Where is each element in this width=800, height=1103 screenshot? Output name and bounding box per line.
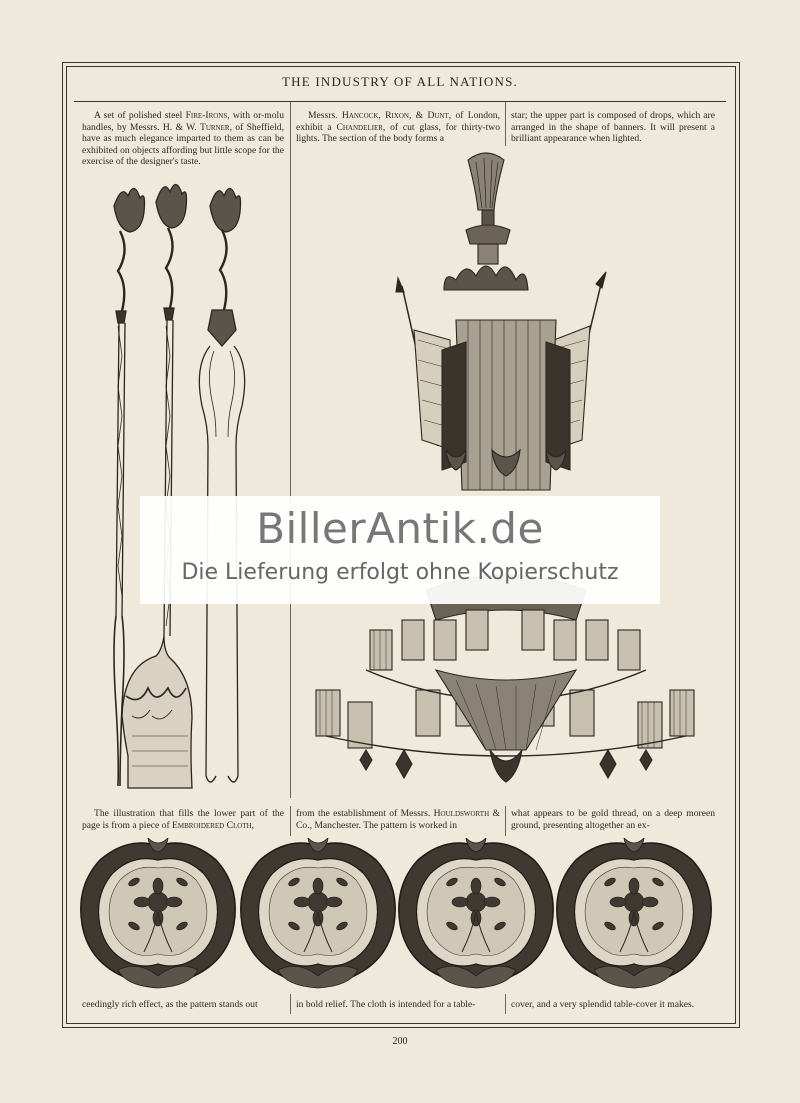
embroidered-cloth-paragraph-continued: from the establishment of Messrs. Houldsworth & Co., Manchester. The pattern is worked in: [296, 808, 500, 831]
page-header: THE INDUSTRY OF ALL NATIONS.: [282, 74, 518, 89]
chandelier-paragraph: Messrs. Hancock, Rixon, & Dunt, of London, exhibit a Chandelier, of cut glass, for thirty-two lights. The section of the body forms a: [296, 110, 501, 145]
fire-irons-illustration: [96, 176, 282, 796]
cloth-paragraph-line-2: in bold relief. The cloth is intended for a table-: [296, 999, 476, 1010]
embroidered-cloth-paragraph: The illustration that fills the lower part of the page is from a piece of Embroidered Cloth,: [82, 808, 284, 831]
column-divider-left-top: [290, 102, 291, 798]
header-rule: [74, 101, 726, 102]
column-divider-right-middle: [505, 806, 506, 836]
column-divider-right-top: [505, 102, 506, 146]
fire-irons-paragraph: A set of polished steel Fire-Irons, with or-molu handles, by Messrs. H. & W. Turner, of Sheffield, have as much elegance imparted to them as can be exhibited on objects affording but little scope for the exercise of the designer's taste.: [82, 110, 284, 168]
embroidered-cloth-illustration: [78, 838, 722, 994]
cloth-paragraph-line-1: ceedingly rich effect, as the pattern stands out: [82, 999, 258, 1010]
column-divider-right-bottom: [505, 994, 506, 1014]
cloth-paragraph-line-3: cover, and a very splendid table-cover it makes.: [511, 999, 695, 1010]
page-number: 200: [392, 1036, 408, 1047]
column-divider-left-middle: [290, 806, 291, 836]
embroidered-cloth-paragraph-end: what appears to be gold thread, on a deep moreen ground, presenting altogether an ex-: [511, 808, 715, 831]
watermark-subtitle: Die Lieferung erfolgt ohne Kopierschutz: [181, 560, 619, 585]
watermark-banner: [140, 496, 660, 604]
column-divider-left-bottom: [290, 994, 291, 1014]
chandelier-paragraph-continued: star; the upper part is composed of drops, which are arranged in the shape of banners. It will present a brilliant appearance when lighted.: [511, 110, 715, 145]
chandelier-illustration: [306, 150, 706, 790]
watermark-title: BillerAntik.de: [256, 504, 544, 553]
